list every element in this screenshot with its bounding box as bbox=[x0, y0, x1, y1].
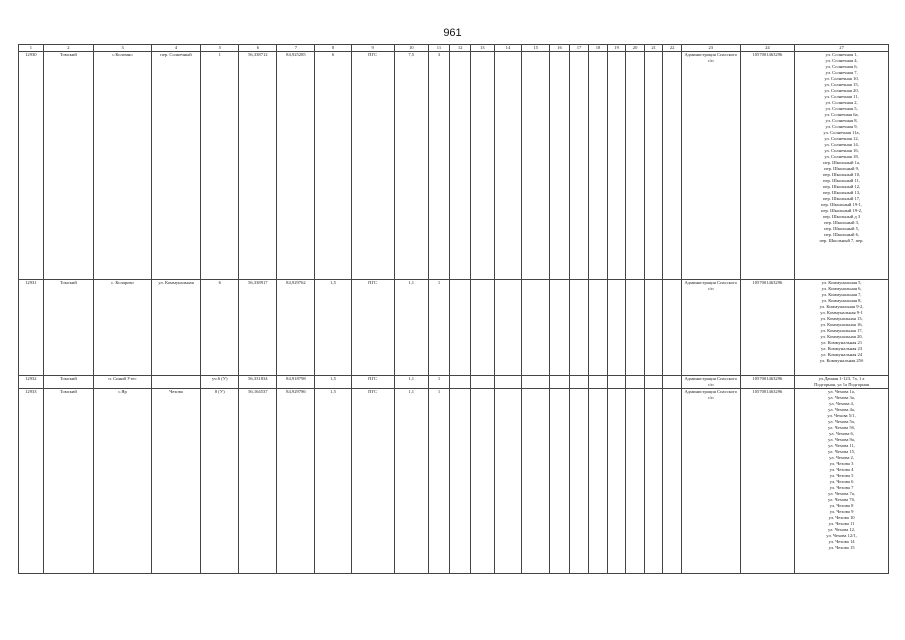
table-cell: Администрация Спасского с/п bbox=[681, 389, 740, 574]
address-entry: пер. Школьный 19-2, bbox=[821, 208, 863, 213]
table-cell: Томский bbox=[43, 280, 93, 376]
table-row bbox=[19, 280, 889, 376]
table-cell: Томский bbox=[43, 389, 93, 574]
table-cell bbox=[470, 52, 494, 280]
table-cell: с.Коломно bbox=[94, 52, 152, 280]
address-entry: ул. Чехова 11, bbox=[828, 443, 856, 448]
table-cell bbox=[589, 389, 608, 574]
table-cell: 1 bbox=[428, 389, 450, 574]
table-cell bbox=[151, 376, 200, 389]
table-cell bbox=[470, 376, 494, 389]
address-entry: ул. Чехова 15 bbox=[828, 545, 855, 550]
address-entry: ул. Солнечная 15, bbox=[824, 82, 859, 87]
table-cell bbox=[795, 376, 889, 389]
address-entry: пер. Школьный 19-1, bbox=[821, 202, 863, 207]
address-entry: ул. Коммунальная 9-2, bbox=[819, 304, 864, 309]
address-entry: пер. Школьный 5, bbox=[824, 226, 860, 231]
table-cell: ПГС bbox=[351, 389, 394, 574]
header-row bbox=[19, 45, 889, 52]
table-cell: с.Яр bbox=[94, 389, 152, 574]
table-cell bbox=[522, 280, 550, 376]
table-cell bbox=[522, 376, 550, 389]
address-entry: ул. Коммунальная 9-1 bbox=[820, 310, 863, 315]
address-entry: ул. Чехова 6 bbox=[829, 479, 854, 484]
table-cell: 84,929762 bbox=[277, 280, 315, 376]
address-entry: пер. Школьный 12, bbox=[822, 184, 861, 189]
column-header: 11 bbox=[428, 45, 450, 52]
table-cell bbox=[569, 376, 589, 389]
column-header: 24 bbox=[740, 45, 795, 52]
address-entry: ул. Чехова 12, bbox=[828, 527, 856, 532]
column-header: 3 bbox=[94, 45, 152, 52]
address-entry: ул.Дачная 1-123, 7а, 1 а bbox=[818, 376, 865, 381]
table-cell bbox=[626, 389, 645, 574]
table-cell: 6 bbox=[315, 52, 351, 280]
column-header: 8 bbox=[315, 45, 351, 52]
table-row bbox=[19, 389, 889, 574]
column-header: 2 bbox=[43, 45, 93, 52]
table-cell: 84,925285 bbox=[277, 52, 315, 280]
address-entry: пер. Школьный 13, bbox=[822, 190, 861, 195]
address-entry: ул. Чехова 2, bbox=[829, 455, 854, 460]
table-cell bbox=[550, 376, 570, 389]
page-number: 961 bbox=[443, 27, 462, 39]
address-entry: ул. Солнечная 1, bbox=[825, 52, 858, 57]
address-entry: ул. Коммунальная 8, bbox=[821, 298, 862, 303]
table-cell: Томский bbox=[43, 52, 93, 280]
address-entry: ул. Чехова 4, bbox=[829, 401, 854, 406]
address-entry: ул. Чехова 9 bbox=[829, 509, 854, 514]
address-entry: пер. Школьный 10, bbox=[822, 172, 861, 177]
table-row bbox=[19, 52, 889, 280]
column-header: 15 bbox=[522, 45, 550, 52]
address-entry: пер. Школьный 11, bbox=[823, 178, 861, 183]
address-entry: ул. Чехова 5а, bbox=[828, 419, 855, 424]
table-cell: Администрация Спасского с/п bbox=[681, 280, 740, 376]
table-cell: 8 (У) bbox=[201, 389, 239, 574]
address-entry: ул. Коммунальная 7, bbox=[821, 292, 862, 297]
address-entry: ул. Чехова 5 bbox=[829, 473, 854, 478]
table-row bbox=[19, 376, 889, 389]
address-entry: ул. Чехова 14 bbox=[828, 539, 855, 544]
address-entry: ул. Коммунальная 16, bbox=[820, 322, 863, 327]
address-entry: ул. Чехова 7б, bbox=[828, 497, 856, 502]
column-header: 21 bbox=[644, 45, 663, 52]
table-cell: ПГС bbox=[351, 376, 394, 389]
address-entry: ул. Чехова 1а, bbox=[828, 389, 855, 394]
table-cell bbox=[626, 280, 645, 376]
address-entry: ул. Солнечная 8, bbox=[825, 118, 858, 123]
column-header: 27 bbox=[795, 45, 889, 52]
address-entry: ул. Коммунальная 5, bbox=[821, 280, 862, 285]
address-entry: ул. Чехова 9а, bbox=[828, 437, 855, 442]
column-header: 20 bbox=[626, 45, 645, 52]
data-table bbox=[18, 44, 889, 574]
table-cell: 56,338712 bbox=[239, 52, 277, 280]
address-entry: ул. Коммунальная 13, bbox=[820, 316, 863, 321]
table-cell bbox=[795, 389, 889, 574]
table-cell: 1057001463296 bbox=[740, 376, 795, 389]
column-header: 1 bbox=[19, 45, 44, 52]
table-cell: 1,1 bbox=[394, 389, 428, 574]
table-cell bbox=[626, 376, 645, 389]
column-header: 9 bbox=[351, 45, 394, 52]
table-cell bbox=[607, 280, 626, 376]
address-entry: ул. Солнечная 4, bbox=[825, 58, 858, 63]
address-entry: пер. Школьный 7, пер. bbox=[819, 238, 864, 243]
table-cell: Администрация Спасского с/п bbox=[681, 52, 740, 280]
column-header: 6 bbox=[239, 45, 277, 52]
table-cell bbox=[550, 389, 570, 574]
table-cell bbox=[607, 52, 626, 280]
address-entry: ул. Чехова 10 bbox=[828, 515, 855, 520]
address-entry: ул. Солнечная 2, bbox=[825, 100, 858, 105]
address-entry: пер. Школьный 1а, bbox=[823, 160, 861, 165]
table-cell: 1 bbox=[428, 280, 450, 376]
address-entry: ул. Коммунальная 17, bbox=[820, 328, 863, 333]
table-cell bbox=[522, 389, 550, 574]
address-entry: ул. Солнечная 16, bbox=[824, 148, 859, 153]
table-cell: 1,5 bbox=[315, 389, 351, 574]
table-cell bbox=[644, 389, 663, 574]
table-cell bbox=[795, 52, 889, 280]
address-entry: ул. Чехова 6, bbox=[829, 431, 854, 436]
address-entry: ул. Коммунальная 25б bbox=[819, 358, 864, 363]
column-header: 18 bbox=[589, 45, 608, 52]
table-cell bbox=[644, 52, 663, 280]
table-cell bbox=[663, 389, 682, 574]
address-entry: ул. Солнечная 9, bbox=[825, 124, 858, 129]
address-entry: Подгорная, ул 1а Подгорная bbox=[814, 382, 870, 387]
table-cell bbox=[522, 52, 550, 280]
table-cell: Чехова bbox=[151, 389, 200, 574]
column-header: 22 bbox=[663, 45, 682, 52]
table-cell: 12932 bbox=[19, 376, 44, 389]
table-cell bbox=[470, 389, 494, 574]
address-entry: ул. Чехова 12/1, bbox=[826, 533, 857, 538]
table-cell: 12933 bbox=[19, 389, 44, 574]
address-entry: ул. Солнечная 18, bbox=[824, 154, 859, 159]
column-header: 16 bbox=[550, 45, 570, 52]
address-entry: ул. Солнечная 6, bbox=[825, 64, 858, 69]
address-entry: ул. Солнечная 5, bbox=[825, 106, 858, 111]
table-cell: 1057001463296 bbox=[740, 280, 795, 376]
table-cell: пер. Солнечный bbox=[151, 52, 200, 280]
address-entry: ул. Солнечная 20, bbox=[824, 88, 859, 93]
table-cell: 1057001463296 bbox=[740, 389, 795, 574]
table-cell: ПГС bbox=[351, 280, 394, 376]
table-cell bbox=[607, 376, 626, 389]
address-entry: ул. Чехова 8 bbox=[829, 503, 854, 508]
table-cell: 56,338917 bbox=[239, 280, 277, 376]
address-entry: ул. Чехова 5б, bbox=[828, 425, 856, 430]
table-cell: 56,164537 bbox=[239, 389, 277, 574]
address-entry: пер. Школьный 9, bbox=[824, 166, 860, 171]
table-cell bbox=[644, 280, 663, 376]
table-cell: 84,918798 bbox=[277, 376, 315, 389]
table-cell bbox=[663, 376, 682, 389]
address-entry: ул. Чехова 4а, bbox=[828, 407, 855, 412]
column-header: 13 bbox=[470, 45, 494, 52]
address-entry: пер. Школьный 6, bbox=[824, 232, 860, 237]
table-cell bbox=[494, 52, 522, 280]
column-header: 5 bbox=[201, 45, 239, 52]
column-header: 7 bbox=[277, 45, 315, 52]
table-cell: 1,1 bbox=[394, 280, 428, 376]
table-cell bbox=[450, 376, 471, 389]
table-cell bbox=[589, 52, 608, 280]
column-header: 14 bbox=[494, 45, 522, 52]
address-entry: ул. Коммунальная 24 bbox=[821, 352, 863, 357]
address-entry: ул. Чехова 7 bbox=[829, 485, 854, 490]
address-entry: ул. Чехова 4 bbox=[829, 467, 854, 472]
address-entry: ул. Чехова 5/1, bbox=[827, 413, 856, 418]
address-entry: ул. Коммунальная 21 bbox=[821, 340, 863, 345]
table-cell: 1 bbox=[428, 376, 450, 389]
address-entry: ул. Чехова 3а, bbox=[828, 395, 855, 400]
table-cell: 1 bbox=[201, 52, 239, 280]
table-cell: ПГС bbox=[351, 52, 394, 280]
table-cell bbox=[450, 52, 471, 280]
table-cell: 12930 bbox=[19, 52, 44, 280]
address-entry: ул. Солнечная 11а, bbox=[823, 130, 860, 135]
table-cell: 6 bbox=[201, 280, 239, 376]
table-cell: Администрация Спасского с/п bbox=[681, 376, 740, 389]
table-cell bbox=[494, 280, 522, 376]
table-cell bbox=[607, 389, 626, 574]
address-entry: пер. Школьный д 3 bbox=[822, 214, 861, 219]
table-cell bbox=[589, 376, 608, 389]
table-cell bbox=[494, 389, 522, 574]
table-cell bbox=[795, 280, 889, 376]
address-entry: ул. Солнечная 7, bbox=[825, 70, 858, 75]
column-header: 23 bbox=[681, 45, 740, 52]
table-cell bbox=[589, 280, 608, 376]
table-cell: 12931 bbox=[19, 280, 44, 376]
address-entry: ул. Чехова 15, bbox=[828, 449, 856, 454]
table-cell bbox=[569, 52, 589, 280]
address-entry: ул. Солнечная 14, bbox=[824, 142, 859, 147]
table-cell: с. Коларово bbox=[94, 280, 152, 376]
table-cell bbox=[450, 389, 471, 574]
address-entry: ул. Чехова 7а, bbox=[828, 491, 855, 496]
address-entry: ул. Коммунальная 23 bbox=[821, 346, 863, 351]
table-cell bbox=[663, 280, 682, 376]
address-entry: пер. Школьный 17, bbox=[822, 196, 861, 201]
table-cell: 56,331834 bbox=[239, 376, 277, 389]
table-cell bbox=[550, 52, 570, 280]
table-cell bbox=[569, 280, 589, 376]
table-cell: 1,5 bbox=[315, 376, 351, 389]
table-cell bbox=[626, 52, 645, 280]
table-cell: Томский bbox=[43, 376, 93, 389]
table-cell bbox=[550, 280, 570, 376]
table-cell: 1,5 bbox=[315, 280, 351, 376]
table-cell bbox=[494, 376, 522, 389]
table-cell bbox=[569, 389, 589, 574]
address-entry: ул. Чехова 11 bbox=[828, 521, 855, 526]
table-cell: уч.6 (У) bbox=[201, 376, 239, 389]
table-cell: п. Синий Утес bbox=[94, 376, 152, 389]
address-entry: пер. Школьный 3, bbox=[824, 220, 860, 225]
column-header: 10 bbox=[394, 45, 428, 52]
address-entry: ул. Солнечная 11, bbox=[824, 94, 859, 99]
column-header: 12 bbox=[450, 45, 471, 52]
table-cell: ул. Коммунальная bbox=[151, 280, 200, 376]
table-cell: 3 bbox=[428, 52, 450, 280]
table-cell bbox=[663, 52, 682, 280]
address-entry: ул. Солнечная 6а, bbox=[824, 112, 859, 117]
table-cell bbox=[470, 280, 494, 376]
table-cell: 1,1 bbox=[394, 376, 428, 389]
table-cell: 7,5 bbox=[394, 52, 428, 280]
address-entry: ул. Коммунальная 20, bbox=[820, 334, 863, 339]
column-header: 19 bbox=[607, 45, 626, 52]
column-header: 4 bbox=[151, 45, 200, 52]
address-entry: ул. Солнечная 10, bbox=[824, 76, 859, 81]
address-entry: ул. Коммунальная 6, bbox=[821, 286, 862, 291]
address-entry: ул. Солнечная 12, bbox=[824, 136, 859, 141]
table-cell: 1057001463296 bbox=[740, 52, 795, 280]
address-entry: ул. Чехова 3 bbox=[829, 461, 854, 466]
column-header: 17 bbox=[569, 45, 589, 52]
table-cell bbox=[644, 376, 663, 389]
table-cell: 84,929786 bbox=[277, 389, 315, 574]
table-cell bbox=[450, 280, 471, 376]
